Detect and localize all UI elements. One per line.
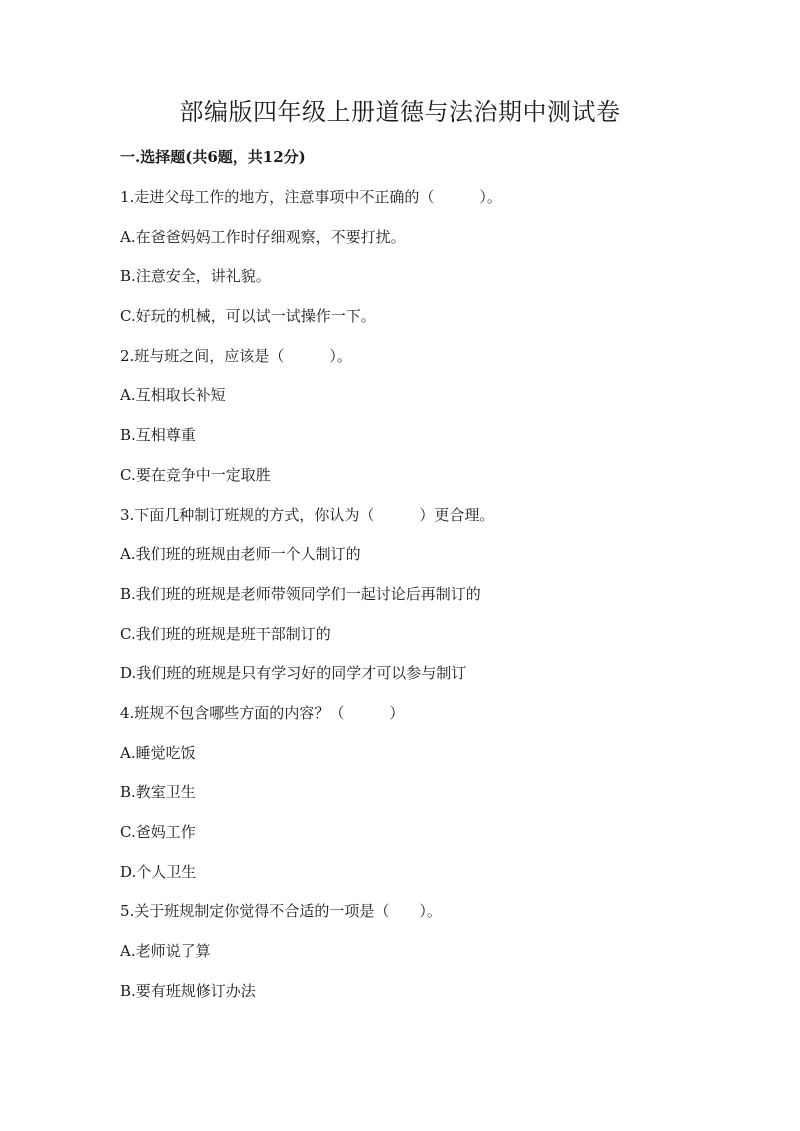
question-3-option-c: C.我们班的班规是班干部制订的 — [120, 624, 331, 643]
question-1: 1.走进父母工作的地方，注意事项中不正确的（ ）。 — [120, 188, 502, 206]
question-3: 3.下面几种制订班规的方式，你认为（ ）更合理。 — [120, 505, 495, 524]
question-3-option-b: B.我们班的班规是老师带领同学们一起讨论后再制订的 — [120, 584, 481, 603]
question-4-option-d: D.个人卫生 — [120, 862, 197, 881]
question-5-option-b: B.要有班规修订办法 — [120, 981, 256, 1000]
question-4-option-c: C.爸妈工作 — [120, 823, 196, 841]
question-2-option-b: B.互相尊重 — [120, 426, 196, 445]
question-5: 5.关于班规制定你觉得不合适的一项是（ ）。 — [120, 902, 442, 921]
question-3-option-a: A.我们班的班规由老师一个人制订的 — [120, 545, 361, 564]
question-4: 4.班规不包含哪些方面的内容？（ ） — [120, 703, 405, 722]
question-5-option-a: A.老师说了算 — [120, 942, 211, 961]
question-2-option-a: A.互相取长补短 — [120, 386, 226, 405]
question-3-option-d: D.我们班的班规是只有学习好的同学才可以参与制订 — [120, 664, 467, 683]
section-heading: 一.选择题(共6题，共12分) — [120, 148, 306, 166]
question-2-option-c: C.要在竞争中一定取胜 — [120, 465, 271, 484]
question-1-option-c: C.好玩的机械，可以试一试操作一下。 — [120, 307, 376, 326]
question-list — [120, 185, 720, 1018]
question-2: 2.班与班之间，应该是（ ）。 — [120, 346, 352, 365]
page-title: 部编版四年级上册道德与法治期中测试卷 — [179, 98, 621, 126]
question-1-option-b: B.注意安全，讲礼貌。 — [120, 267, 271, 286]
question-4-option-b: B.教室卫生 — [120, 783, 196, 802]
question-1-option-a: A.在爸爸妈妈工作时仔细观察，不要打扰。 — [120, 227, 406, 246]
question-4-option-a: A.睡觉吃饭 — [120, 743, 196, 762]
